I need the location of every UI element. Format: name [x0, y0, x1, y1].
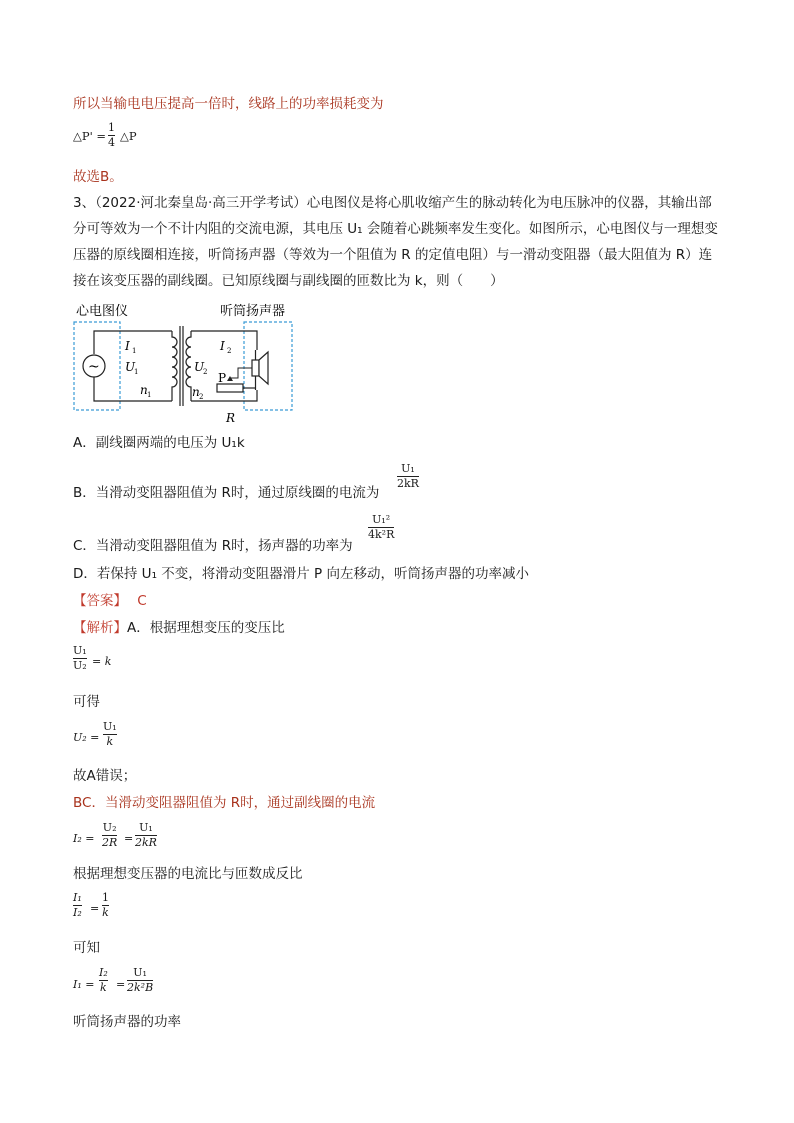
svg-text:2: 2: [199, 393, 204, 401]
secondary-coil: [186, 331, 191, 401]
svg-text:n: n: [192, 385, 200, 399]
svg-text:1: 1: [132, 347, 137, 355]
option-a: A．副线圈两端的电压为 U₁k: [73, 435, 245, 451]
rheostat-icon: [217, 384, 243, 392]
svg-text:n: n: [140, 383, 148, 397]
svg-text:U: U: [194, 360, 205, 374]
speaker-icon: [252, 360, 259, 376]
kede-line: 可得: [73, 694, 100, 710]
primary-coil: [172, 331, 177, 401]
question-text: 3、（2022·河北秦皇岛·高三开学考试）心电图仪是将心肌收缩产生的脉动转化为电压脉冲的仪器，其输出部分可等效为一个不计内阻的交流电源，其电压 U₁ 会随着心跳频率发生变化。如图所示，心电图仪与一理想变压器的原线圈相连接，听筒扬声器（等效为一个阻值为 R 的定值电阻）与一滑动变阻器（最大阻值为 R）连接在该变压器的副线圈。已知原线圈与副线圈的匝数比为 k，则（ ）: [73, 195, 718, 289]
svg-text:2: 2: [227, 347, 232, 355]
svg-text:I: I: [220, 339, 225, 353]
power-line: 听筒扬声器的功率: [73, 1014, 181, 1030]
option-c-fraction: U₁² 4k²R: [368, 513, 395, 541]
answer-value: C: [137, 593, 147, 609]
svg-text:~: ~: [88, 359, 100, 375]
choice-line: 故选B。: [73, 169, 123, 185]
fraction-quarter: 1 4: [108, 121, 115, 149]
answer-line: 【答案】 C: [73, 593, 147, 609]
option-b-fraction: U₁ 2kR: [397, 462, 419, 490]
svg-text:P: P: [218, 371, 227, 385]
svg-text:1: 1: [147, 391, 152, 399]
analysis-heading: 【解析】A．根据理想变压的变压比: [73, 620, 285, 636]
option-d: D．若保持 U₁ 不变，将滑动变阻器滑片 P 向左移动，听筒扬声器的功率减小: [73, 566, 529, 582]
svg-text:R: R: [226, 411, 236, 425]
kezhi-line: 可知: [73, 940, 100, 956]
svg-text:2: 2: [203, 368, 208, 376]
svg-text:1: 1: [134, 368, 139, 376]
conclusion-line: 所以当输电电压提高一倍时，线路上的功率损耗变为: [73, 96, 384, 112]
svg-text:U: U: [125, 360, 136, 374]
document-page: 所以当输电电压提高一倍时，线路上的功率损耗变为 △P' = 1 4 △P 故选B。 3、（2022·河北秦皇岛·高三开学考试）心电图仪是将心肌收缩产生的脉动转化为电压脉冲的仪器，其输出部分可等效为一个不计内阻的交流电源，其电压 U₁ 会随着心跳频率发生变化。如图所示，心电图仪与一理想变压器的原线圈相连接，听筒扬声器（等效为一个阻值为 R 的定值电阻）与一滑动变阻器（最大阻值为 R）连接在该变压器的副线圈。已知原线圈与副线圈的匝数比为 k，则（ ） 心电图仪 听筒扬声器 ~ I 1 U 1 n 1 U 2 n 2 I 2 P R A．副线圈两端的电压为 U₁k B．当滑动变阻器阻值为 R时，通过原线圈的电流为 U₁ 2kR C．当滑动变阻器阻值为 R时，扬声器的功率为 U₁² 4k²R D．若保持 U₁ 不变，将滑动变阻器滑片 P 向左移动，听筒扬声器的功率减小 【答案】 C 【解析】A．根据理想变压的变压比 U₁ U₂ = k 可得 U₂ = U₁ k 故A错误； BC．当滑动变阻器阻值为 R时，通过副线圈的电流 I₂ = U₂ 2R = U₁ 2kR 根据理想变压器的电流比与匝数成反比 I₁ I₂ = 1 k 可知 I₁ = I₂ k = U₁ 2k²B 听筒扬声器的功率: [0, 0, 794, 1123]
circuit-diagram: [72, 298, 302, 428]
ratio-line: 根据理想变压器的电流比与匝数成反比: [73, 866, 303, 882]
bc-line: BC．当滑动变阻器阻值为 R时，通过副线圈的电流: [73, 795, 376, 811]
svg-text:I: I: [125, 339, 130, 353]
a-wrong-line: 故A错误；: [73, 768, 137, 784]
label-speaker: 听筒扬声器: [220, 304, 286, 319]
label-ecg: 心电图仪: [76, 304, 129, 319]
